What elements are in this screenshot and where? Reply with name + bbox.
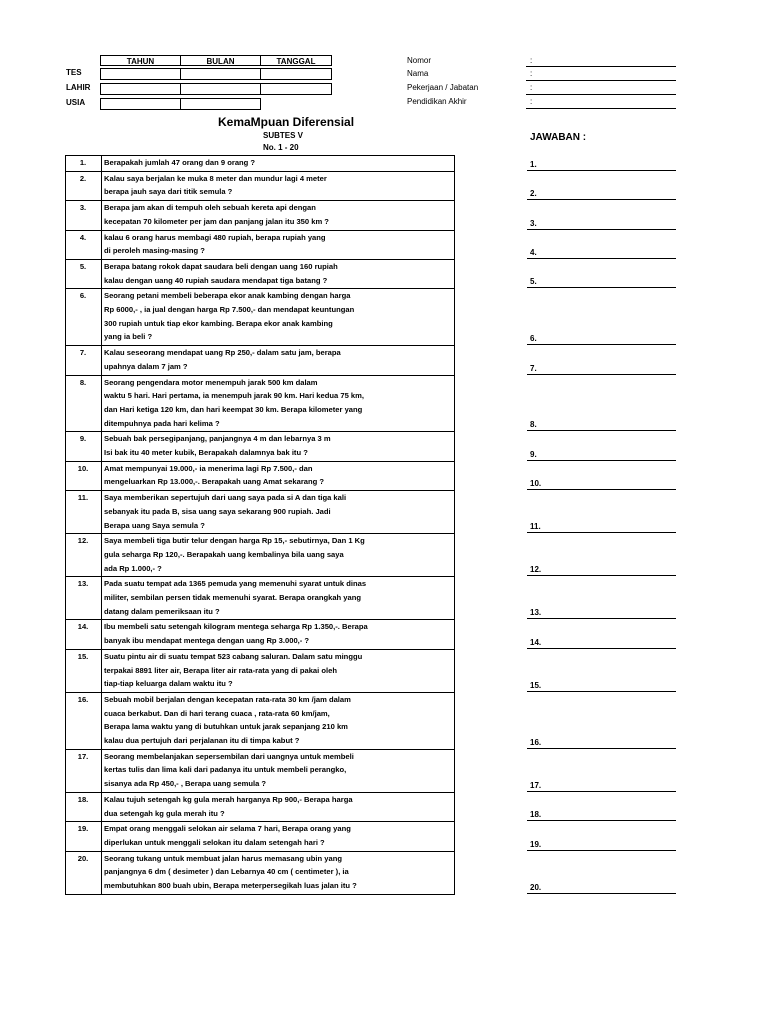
question-text-line: upahnya dalam 7 jam ? [104, 361, 188, 371]
answer-label: 10. [530, 479, 542, 489]
question-text-line: Pada suatu tempat ada 1365 pemuda yang memenuhi syarat untuk dinas [104, 579, 367, 589]
answer-heading: JAWABAN : [530, 132, 587, 143]
question-number: 12. [77, 536, 89, 546]
row-label-lahir: LAHIR [66, 83, 91, 92]
answer-label: 2. [530, 189, 537, 199]
question-number: 11. [77, 493, 89, 503]
question-text-line: cuaca berkabut. Dan di hari terang cuaca , rata-rata 60 km/jam, [104, 708, 330, 718]
pekerjaan-value[interactable]: : [530, 83, 533, 92]
col-header-bulan: BULAN [180, 55, 261, 66]
question-text-line: Seorang petani membeli beberapa ekor anak kambing dengan harga [104, 291, 351, 301]
question-text-line: Rp 6000,- , ia jual dengan harga Rp 7.500,- dan mendapat keuntungan [104, 305, 355, 314]
lahir-tahun-field[interactable] [100, 83, 181, 95]
answer-label: 14. [530, 637, 542, 647]
answer-label: 5. [530, 277, 537, 287]
question-number: 2. [79, 173, 87, 183]
question-text-line: Saya membeli tiga butir telur dengan harga Rp 15,- sebutirnya, Dan 1 Kg [104, 536, 365, 546]
tes-tahun-field[interactable] [100, 68, 181, 80]
question-text-line: sisanya ada Rp 450,- , Berapa uang semula ? [104, 779, 267, 789]
usia-tahun-field[interactable] [100, 98, 181, 110]
nomor-label: Nomor [407, 56, 432, 65]
page-title: KemaMpuan Diferensial [218, 115, 355, 129]
pendidikan-underline [526, 108, 676, 109]
question-number: 3. [79, 203, 87, 213]
subtest-label: SUBTES V [263, 131, 304, 140]
answer-label: 12. [530, 565, 542, 575]
answer-label: 6. [530, 334, 537, 344]
number-column-divider [101, 155, 102, 895]
answer-blank[interactable] [527, 532, 676, 533]
question-text-line: datang dalam pemeriksaan itu ? [104, 606, 220, 616]
answer-blank[interactable] [527, 258, 676, 259]
tes-bulan-field[interactable] [180, 68, 261, 80]
question-number: 16. [77, 694, 89, 704]
question-text-line: Seorang tukang untuk membuat jalan harus memasang ubin yang [104, 853, 342, 863]
question-text-line: membutuhkan 800 buah ubin, Berapa meterpersegikah luas jalan itu ? [104, 881, 357, 890]
question-text-line: mengeluarkan Rp 13.000,-. Berapakah uang Amat sekarang ? [104, 477, 325, 487]
col-header-tahun: TAHUN [100, 55, 181, 66]
answer-blank[interactable] [527, 575, 676, 576]
question-text-line: Kalau seseorang mendapat uang Rp 250,- dalam satu jam, berapa [104, 348, 341, 358]
question-text-line: Isi bak itu 40 meter kubik, Berapakah dalamnya bak itu ? [104, 448, 308, 457]
answer-blank[interactable] [527, 850, 676, 851]
answer-blank[interactable] [527, 893, 676, 894]
nama-label: Nama [407, 69, 429, 78]
question-text-line: kecepatan 70 kilometer per jam dan panjang jalan itu 350 km ? [104, 216, 329, 226]
question-text-line: Sebuah bak persegipanjang, panjangnya 4 m dan lebarnya 3 m [104, 434, 331, 444]
question-number: 5. [79, 261, 87, 271]
question-number: 13. [77, 579, 89, 589]
pendidikan-label: Pendidikan Akhir [407, 97, 467, 106]
pekerjaan-underline [526, 94, 676, 95]
question-text-line: tiap-tiap keluarga dalam waktu itu ? [104, 679, 233, 689]
answer-label: 1. [530, 159, 537, 169]
nomor-value[interactable]: : [530, 56, 533, 65]
answer-blank[interactable] [527, 287, 676, 288]
answer-blank[interactable] [527, 460, 676, 461]
question-text-line: Saya memberikan sepertujuh dari uang saya pada si A dan tiga kali [104, 493, 347, 503]
question-text-line: Berapa uang Saya semula ? [104, 520, 205, 530]
question-text-line: Ibu membeli satu setengah kilogram mentega seharga Rp 1.350,-. Berapa [104, 622, 368, 632]
question-text-line: Berapakah jumlah 47 orang dan 9 orang ? [104, 158, 256, 167]
question-text-line: terpakai 8891 liter air, Berapa liter air rata-rata yang di pakai oleh [104, 665, 337, 675]
answer-blank[interactable] [527, 229, 676, 230]
question-number: 14. [77, 622, 89, 632]
question-text-line: berapa jauh saya dari titik semula ? [104, 187, 233, 197]
answer-label: 7. [530, 363, 537, 373]
question-text-line: banyak ibu mendapat mentega dengan uang Rp 3.000,- ? [104, 636, 310, 646]
answer-blank[interactable] [527, 791, 676, 792]
question-text-line: diperlukan untuk menggali selokan itu dalam setengah hari ? [104, 837, 325, 847]
question-text-line: Amat mempunyai 19.000,- ia menerima lagi Rp 7.500,- dan [104, 463, 313, 473]
question-text-line: dua setengah kg gula merah itu ? [104, 808, 225, 818]
row-label-tes: TES [66, 68, 82, 77]
question-text-line: ada Rp 1.000,- ? [104, 563, 162, 573]
question-number: 4. [79, 232, 87, 242]
question-text-line: Berapa batang rokok dapat saudara beli dengan uang 160 rupiah [104, 261, 338, 271]
answer-label: 9. [530, 449, 537, 459]
question-range: No. 1 - 20 [263, 143, 299, 152]
question-text-line: panjangnya 6 dm ( desimeter ) dan Lebarnya 40 cm ( centimeter ), ia [104, 867, 349, 877]
answer-blank[interactable] [527, 691, 676, 692]
question-number: 7. [79, 348, 87, 358]
question-text-line: dan Hari ketiga 120 km, dan hari keempat 30 km. Berapa kilometer yang [104, 404, 363, 414]
answer-label: 11. [530, 522, 541, 532]
question-number: 19. [77, 824, 89, 834]
nomor-underline [526, 66, 676, 67]
question-text-line: Suatu pintu air di suatu tempat 523 cabang saluran. Dalam satu minggu [104, 651, 363, 661]
answer-blank[interactable] [527, 344, 676, 345]
nama-underline [526, 80, 676, 81]
question-text-line: gula seharga Rp 120,-. Berapakah uang kembalinya bila uang saya [104, 549, 344, 559]
pekerjaan-label: Pekerjaan / Jabatan [407, 83, 479, 92]
answer-label: 17. [530, 780, 542, 790]
answer-blank[interactable] [527, 374, 676, 375]
question-text-line: Kalau saya berjalan ke muka 8 meter dan mundur lagi 4 meter [104, 173, 327, 183]
answer-blank[interactable] [527, 199, 676, 200]
answer-label: 19. [530, 839, 542, 849]
question-text-line: kertas tulis dan lima kali dari padanya itu untuk membeli perangko, [104, 765, 347, 775]
question-text-line: ditempuhnya pada hari kelima ? [104, 418, 220, 428]
col-header-tanggal: TANGGAL [260, 55, 332, 66]
question-text-line: Berapa jam akan di tempuh oleh sebuah kereta api dengan [104, 203, 316, 213]
question-number: 10. [77, 463, 89, 473]
pendidikan-value[interactable]: : [530, 97, 533, 106]
question-number: 15. [77, 651, 89, 661]
answer-label: 18. [530, 810, 542, 820]
question-number: 1. [79, 158, 87, 167]
tes-tanggal-field[interactable] [260, 68, 332, 80]
question-number: 8. [79, 377, 87, 387]
question-text-line: kalau dua pertujuh dari perjalanan itu di timpa kabut ? [104, 736, 300, 745]
question-text-line: yang ia beli ? [104, 332, 153, 342]
question-text-line: sebanyak itu pada B, sisa uang saya sekarang 900 rupiah. Jadi [104, 506, 331, 516]
question-text-line: di peroleh masing-masing ? [104, 246, 205, 256]
question-text-line: Seorang membelanjakan sepersembilan dari uangnya untuk membeli [104, 751, 354, 761]
question-text-line: militer, sembilan persen tidak memenuhi syarat. Berapa orangkah yang [104, 593, 362, 602]
question-text-line: kalau dengan uang 40 rupiah saudara mendapat tiga batang ? [104, 275, 328, 285]
question-number: 6. [79, 291, 87, 301]
answer-label: 8. [530, 420, 537, 430]
answer-blank[interactable] [527, 489, 676, 490]
answer-blank[interactable] [527, 430, 676, 431]
question-number: 9. [79, 434, 87, 444]
answer-label: 13. [530, 608, 542, 618]
answer-blank[interactable] [527, 820, 676, 821]
question-text-line: 300 rupiah untuk tiap ekor kambing. Berapa ekor anak kambing [104, 318, 333, 328]
question-number: 17. [77, 751, 89, 761]
answer-label: 20. [530, 882, 542, 892]
question-text-line: Sebuah mobil berjalan dengan kecepatan rata-rata 30 km /jam dalam [104, 694, 351, 704]
row-label-usia: USIA [66, 98, 86, 107]
question-text-line: kalau 6 orang harus membagi 480 rupiah, berapa rupiah yang [104, 232, 326, 242]
nama-value[interactable]: : [530, 69, 533, 78]
question-text-line: Kalau tujuh setengah kg gula merah harganya Rp 900,- Berapa harga [104, 794, 353, 804]
lahir-tanggal-field[interactable] [260, 83, 332, 95]
question-text-line: Berapa lama waktu yang di butuhkan untuk jarak sepanjang 210 km [104, 722, 348, 732]
answer-blank[interactable] [527, 170, 676, 171]
answer-label: 4. [530, 247, 537, 257]
question-number: 18. [77, 794, 89, 804]
usia-bulan-field[interactable] [180, 98, 261, 110]
answer-label: 15. [530, 680, 542, 690]
answer-label: 16. [530, 737, 542, 747]
answer-blank[interactable] [527, 648, 676, 649]
answer-blank[interactable] [527, 748, 676, 749]
lahir-bulan-field[interactable] [180, 83, 261, 95]
question-number: 20. [77, 853, 89, 863]
answer-label: 3. [530, 218, 537, 228]
question-text-line: Seorang pengendara motor menempuh jarak 500 km dalam [104, 377, 318, 387]
question-text-line: Empat orang menggali selokan air selama 7 hari, Berapa orang yang [104, 824, 351, 834]
answer-blank[interactable] [527, 618, 676, 619]
question-text-line: waktu 5 hari. Hari pertama, ia menempuh jarak 90 km. Hari kedua 75 km, [104, 391, 364, 401]
